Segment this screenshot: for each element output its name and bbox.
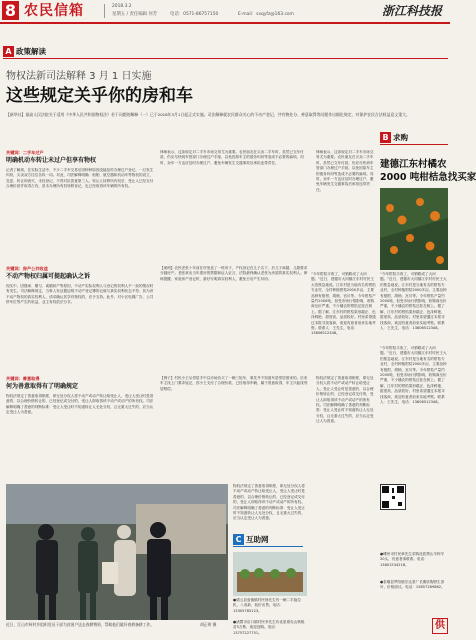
section-c-tag: C (233, 534, 244, 545)
subsection-1-body-mid: 律师表示，这条规定对二手车市场交易尤为重要。农民朋友在买卖二手车时，虽然已交车付款，仍应尽快到车管部门办理过户手续，以免因原车主的债务纠纷等造成不必要的麻烦。同时，卖车一方也应及时办理过户，避免车辆发生交通事故后承担连带责任。 (160, 150, 304, 165)
article-headline: 这些规定关乎你的房和车 (6, 86, 193, 106)
header-rule (0, 22, 450, 24)
subsection-3-title: 何为善意取得有了明确规定 (6, 383, 79, 390)
interact-item-1: ●缙云县壶镇镇村民徐先生有一辆二手拖拉机，八成新，低价出售。电话：13305785123。 (233, 598, 301, 613)
tangerine-tree-illustration (380, 188, 448, 270)
qr-code-icon (381, 485, 405, 509)
masthead-logo: 浙江科技报 (381, 4, 442, 18)
interact-item-4: ●泰顺县罗阳镇宏达茶厂长期收购野生茶叶，价格面议。电话：15857269862。 (380, 580, 445, 590)
supply-stamp: 供 (432, 618, 448, 634)
subsection-2-label: 关键词：房产公共收益 (6, 266, 48, 271)
section-name: 农民信箱 (24, 3, 84, 19)
subsection-2-body-left: 现实中，因继承、赠与、离婚析产等原因，不动产实际权利人与登记的权利人不一致的情况时有发生。司法解释规定，当事人有证据证明不动产登记簿的记载与真实权利状态不符、其为该不动产物权的真实权利人，请求确认其享有物权的，应予支持。此外，对小区电梯广告、公共停车位等产生的收益，业主有权依法分享。 (6, 284, 154, 305)
subsection-2-title: 不动产物权归属可提起确认之诉 (6, 273, 91, 280)
produce-stall-illustration (233, 552, 307, 596)
header-email: E-mail：sxqyfz@163.com (238, 12, 294, 17)
subsection-3-body-left: 物权法规定了善意取得制度，即无处分权人将不动产或动产转让给受让人，受让人受让时是善意的、以合理价格转让的、已经登记或交付的，受让人即取得该不动产或动产的所有权。司法解释明确了善意的判断标准：受让人受让时不知道转让人无处分权，且无重大过失的，应当认定受让人为善意。 (6, 394, 154, 415)
section-a-title: 政策解读 (16, 47, 46, 56)
section-c-title: 互助网 (246, 535, 269, 544)
market-photo (233, 552, 307, 596)
header-date: 2018.3.2 (112, 4, 132, 9)
news-photo (6, 484, 228, 620)
subsection-1-body-right: 律师表示，这条规定对二手车市场交易尤为重要。农民朋友在买卖二手车时，虽然已交车付款，仍应尽快到车管部门办理过户手续，以免因原车主的债务纠纷等造成不必要的麻烦。同时，卖车一方也应及时办理过户，避免车辆发生交通事故后承担连带责任。 (316, 150, 374, 192)
subsection-3-label: 关键词：善意取得 (6, 376, 40, 381)
interact-item-3: ●嵊州市村民章先生求购优质黑山羊种羊20头，有意者请联系。电话：13801534218。 (380, 552, 445, 567)
photo-caption: 近日，江山市柯村乡组织党员干部为贫困户送去春耕物资，帮助他们做好春耕备耕工作。 (6, 622, 155, 627)
article-lead: 【新华社】最高人民法院关于适用《中华人民共和国物权法》若干问题的解释（一）已于2018年3月1日起正式实施。司法解释就农民群众关心的不动产登记、共有物处分、善意取得等问题作出细化规定，对保护农民合法权益意义重大。 (6, 112, 410, 117)
interact-item-2: ●诸暨市店口镇村民李先生有优质薄壳山核桃苗5万株，欢迎选购。电话：13757227751。 (233, 620, 305, 635)
section-a-tag: A (3, 46, 14, 57)
page-number: 8 (2, 1, 19, 20)
subsection-3-body-mid: 【例子】村民小王从邻居手中以市场价买了一辆三轮车，事先并不知道车是邻居借来的。后来车主找上门要求返还，因小王支付了合理价款、已经取得车辆，属于善意取得，车主只能找邻居赔偿。 (160, 376, 308, 391)
section-c-rule (233, 546, 303, 547)
wanted-body-col2: “今年柑桔丰收了，可销路成了大问题。”近日，建德市大同镇江东村村民王大伯焦急地说。江东村是当地有名的柑桔专业村，全村种植柑桔2000多亩，主要品种有椪柑、胡柚、宫川等。今年柑桔产量约2000吨，但受市场行情影响，收购商压价严重，不少橘农的柑桔还挂在树上。据了解，江东村的柑桔果形端正、色泽鲜艳、甜度高，品质较好。村里希望通过本报寻找客商，欢迎有意者前来实地考察。联系人：王先生，电话：13806512348。 (380, 272, 447, 331)
qr-code (380, 484, 406, 510)
photo-credit: 胡正明 摄 (200, 622, 217, 627)
wanted-body-col3: “今年柑桔丰收了，可销路成了大问题。”近日，建德市大同镇江东村村民王大伯焦急地说。江东村是当地有名的柑桔专业村，全村种植柑桔2000多亩，主要品种有椪柑、胡柚、宫川等。今年柑桔产量约2000吨，但受市场行情影响，收购商压价严重，不少橘农的柑桔还挂在树上。据了解，江东村的柑桔果形端正、色泽鲜艳、甜度高，品质较好。村里希望通过本报寻找客商，欢迎有意者前来实地考察。联系人：王先生，电话：13806512348。 (380, 346, 447, 405)
wanted-headline-2: 2000 吨柑桔急找买家 (380, 172, 476, 183)
villagers-photo-illustration (6, 484, 228, 620)
header-phone: 电话：0571-86757150 (170, 12, 219, 17)
wanted-headline-1: 建德江东村橘农 (380, 159, 447, 170)
subsection-1-body-left: 记者了解到，在实际生活中，不少二手车交易后因种种原因没能及时办理过户登记，一旦发生纠纷，买卖双方往往各执一词。对此，司法解释明确：船舶、航空器和机动车等物权的设立、变更、转让和消灭，未经登记，不得对抗善意第三人。转让人转移所有权后，受让人已经支付合理价款并取得占有，虽未办理所有权转移登记，也已经取得该车辆的所有权。 (6, 168, 154, 189)
tangerine-photo (380, 188, 448, 270)
header-editor: 星期五 / 责任编辑 何芳 (112, 12, 158, 17)
header-divider (104, 4, 105, 18)
subsection-1-label: 关键词：二手车过户 (6, 150, 44, 155)
subsection-3-continued: 物权法规定了善意取得制度，即无处分权人将不动产或动产转让给受让人，受让人受让时是善意的、以合理价格转让的、已经登记或交付的，受让人即取得该不动产或动产的所有权。司法解释明确了善意的判断标准：受让人受让时不知道转让人无处分权，且无重大过失的，应当认定受让人为善意。 (233, 484, 305, 521)
section-b-rule (380, 144, 448, 145)
subsection-1-title: 明确机动车转让未过户但享有物权 (6, 157, 97, 164)
section-b-tag: B (380, 132, 391, 143)
section-b-title: 求购 (393, 133, 408, 142)
subsection-2-body-mid: 【案例】农民老张十年前在村里盖了一栋房子，产权登记在儿子名下，后儿子离婚，儿媳要求分割房产。老张拿出当年建房的票据和证人证言，法院最终确认老张为房屋的真实权利人。律师提醒，家庭房产登记时，最好写明真实权利人，避免日后产生纠纷。 (160, 266, 308, 281)
wanted-body-col1: “今年柑桔丰收了，可销路成了大问题。”近日，建德市大同镇江东村村民王大伯焦急地说。江东村是当地有名的柑桔专业村，全村种植柑桔2000多亩，主要品种有椪柑、胡柚、宫川等。今年柑桔产量约2000吨，但受市场行情影响，收购商压价严重，不少橘农的柑桔还挂在树上。据了解，江东村的柑桔果形端正、色泽鲜艳、甜度高，品质较好。村里希望通过本报寻找客商，欢迎有意者前来实地考察。联系人：王先生，电话：13806512348。 (311, 272, 376, 336)
article-kicker: 物权法新司法解释 3 月 1 日实施 (6, 71, 152, 82)
section-a-rule (3, 58, 448, 59)
subsection-3-body-right: 物权法规定了善意取得制度，即无处分权人将不动产或动产转让给受让人，受让人受让时是善意的、以合理价格转让的、已经登记或交付的，受让人即取得该不动产或动产的所有权。司法解释明确了善意的判断标准：受让人受让时不知道转让人无处分权，且无重大过失的，应当认定受让人为善意。 (316, 376, 374, 424)
